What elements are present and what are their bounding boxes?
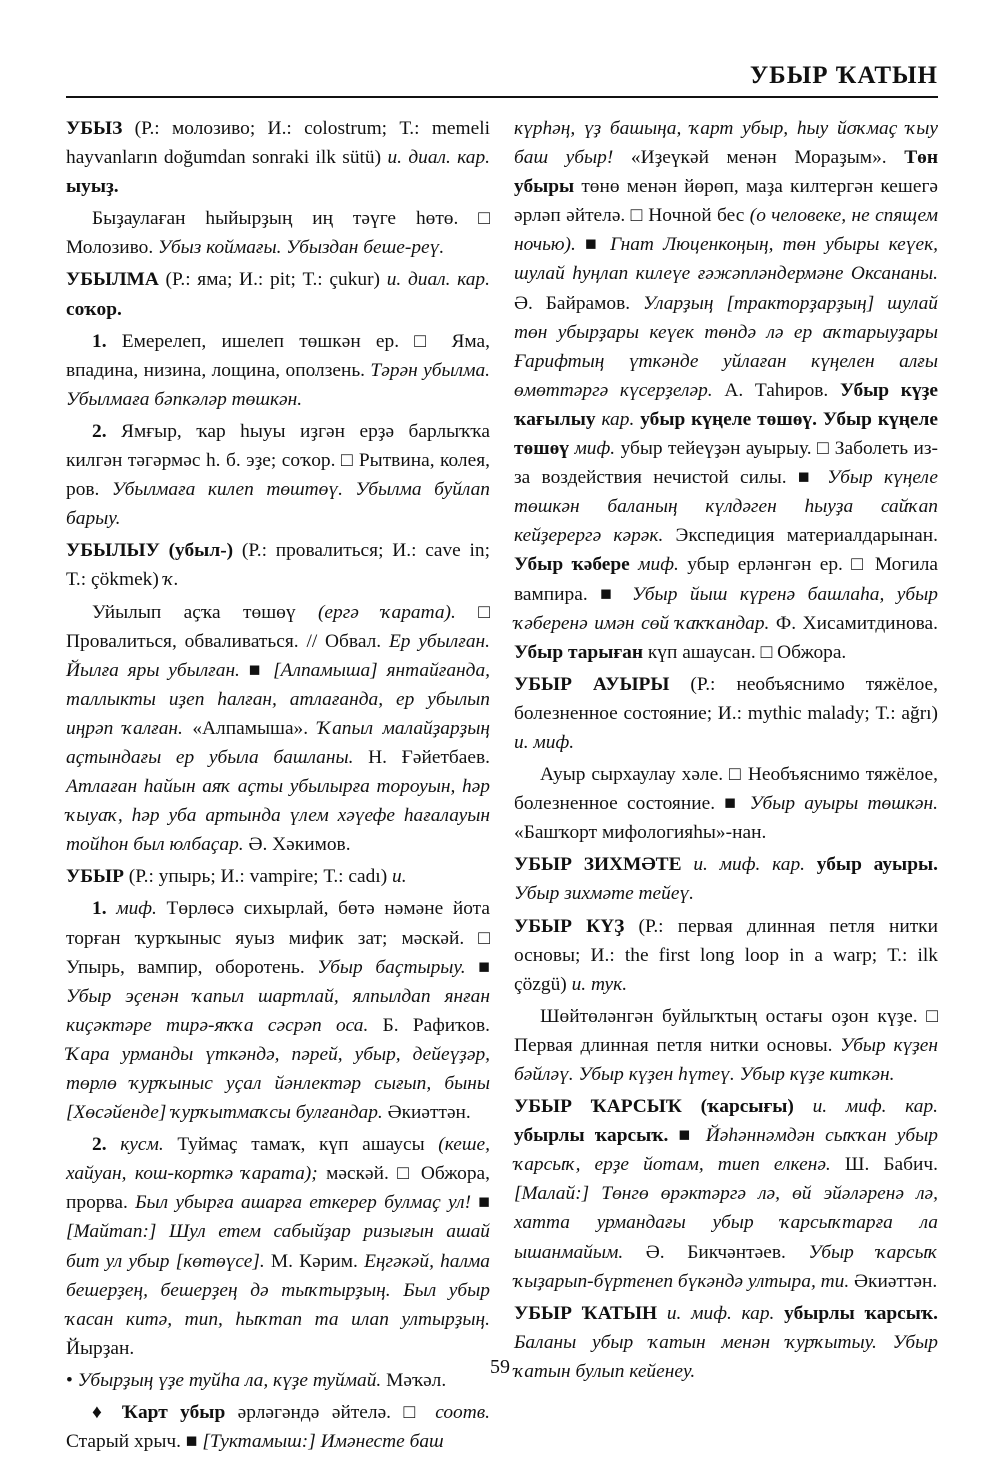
citation-marker: ■: [668, 1125, 706, 1147]
usage-example: Тәрән убылма. Убылмаға бәпкәләр төшкән.: [66, 359, 490, 410]
entry-ubyr-zihmete: [514, 850, 938, 908]
citation: Убыр эҫенән ҡапыл шартлай, ялпылдап янған киҫәктәре тирә-яҡҡа сәсрәп оса.: [66, 985, 490, 1036]
header-rule: [66, 96, 938, 98]
citation-marker: ■: [239, 659, 274, 681]
entry-text: (Р.: яма; И.: pit; Т.: çukur): [158, 269, 387, 291]
citation-source: Ә. Байрамов.: [514, 292, 643, 314]
entry-ubylyu: [66, 536, 490, 594]
definition-text: убыр ерләнгән ер. □ Могила вампира. ■: [514, 554, 938, 605]
left-column: [66, 114, 490, 1459]
citation-source: «Алпамыша».: [182, 717, 318, 739]
right-column: [514, 114, 938, 1389]
sense-1: [66, 327, 490, 414]
citation: [Алпамыша] янтайғанда, таллыкты иҙеп һалған, атлағанда, ер убылып иңрәп ҡалған.: [66, 659, 490, 739]
sense-2: [66, 417, 490, 533]
sense-number: 2.: [92, 1134, 107, 1156]
definition-text: Төрлөсә сихырлай, бөтә нәмәне йота торған ҡурҡыныс яуыз мифик зат; мәскәй. □ Упырь, вампир, оборотень.: [66, 898, 490, 978]
usage-example: Ер убылған. Йылға яры убылған.: [66, 630, 490, 681]
entry-text: (Р.: провалиться; И.: cave in; Т.: çökmek): [66, 540, 491, 591]
grammar-label: и. тук.: [571, 973, 628, 995]
entry-text: (Р.: молозиво; И.: colostrum; Т.: memeli hayvanların doğumdan sonraki ilk sütü): [66, 118, 490, 169]
sense-2: [66, 1130, 490, 1363]
grammar-label: и. диал. кар.: [386, 269, 490, 291]
headword: УБЫЛМА: [66, 269, 159, 291]
idiom-phrase: Төн убыры: [514, 147, 938, 198]
grammar-label: и.: [392, 866, 407, 888]
citation: Уларҙың [тракторҙарҙың] шулай төн убырҙары кеүек төндә лә ер аҡтарыуҙары Ғарифтың үткәнде уйлаған күңелен алғы өмөттәргә күсерҙеләр.: [514, 292, 939, 401]
citation: Ҡара урманды үткәндә, пәрей, убыр, дейеүҙәр, төрлө ҡурҡыныс уҫал йәнлектәр сығып, быны [Хөсәйенде] ҡурҡытмаҡсы булғандар.: [66, 1043, 490, 1124]
grammar-label: и. миф. кар.: [793, 1096, 938, 1118]
usage-example: Убылмаға килеп төштөү. Убылма буйлап барыу.: [66, 479, 490, 530]
citation-source: «Иҙеүкәй менән Мораҙым».: [613, 147, 905, 169]
entry-ubyr-auyry: [514, 670, 938, 757]
citation-source: Йырҙан.: [66, 1337, 135, 1359]
citation: Атлаған һайын аяҡ аҫты убылырға тороуын, һәр ҡыуаҡ, һәр уба артында үлем хәүефе һағалауын тойһон был юлбаҫар.: [66, 776, 490, 856]
grammar-label: кар.: [595, 408, 635, 430]
citation: Йәһәннәмдән сыҡҡан убыр ҡарсыҡ, ерҙе йотам, тиеп елкенә.: [514, 1125, 938, 1176]
citation-source: Б. Рафиҡов.: [368, 1014, 490, 1036]
grammar-label: и. диал. кар.: [387, 147, 490, 169]
definition-text: Ауыр сырхаулау хәле. □ Необъяснимо тяжёлое, болезненное состояние. ■: [514, 764, 938, 815]
citation: [Малай:] Төнгө өрәктәргә лә, өй эйәләренә лә, хатта урмандағы убыр ҡарсыҡтарға ла ышанмайым.: [514, 1183, 938, 1263]
citation-source: Мәҡәл.: [381, 1369, 447, 1391]
headword: УБЫР КҮҘ: [514, 915, 625, 937]
definition: [66, 598, 490, 860]
citation: Ҡапыл малайҙарҙың аҫтындағы ер убыла башланы.: [66, 717, 490, 768]
sense-number: 2.: [92, 420, 107, 442]
translation: Старый хрыч. ■: [66, 1431, 203, 1453]
entry-ubyr-karsyk: [514, 1092, 938, 1296]
definition-text: әрләгәндә әйтелә. □: [225, 1402, 436, 1424]
grammar-label: миф.: [106, 898, 157, 920]
definition-text: төнө менән йөрөп, маҙа килтергән кешегә әрләп әйтелә. □ Ночной бес: [514, 176, 938, 227]
cross-reference: соҡор.: [66, 298, 122, 320]
grammar-label: соотв.: [435, 1402, 490, 1424]
headword: УБЫР АУЫРЫ: [514, 673, 670, 695]
citation-source: Экспедиция материалдарынан.: [663, 525, 938, 547]
usage-example: Убыр зихмәте тейеү.: [514, 883, 694, 905]
definition-text: Уйылып аҫҡа төшөү: [92, 601, 318, 623]
cross-reference: убырлы ҡарсыҡ.: [514, 1125, 669, 1147]
headword: УБЫР ЗИХМӘТЕ: [514, 854, 682, 876]
entry-ubyr: [66, 862, 490, 891]
definition-text: Шөйтөләнгән буйлыҡтың остағы оҙон күҙе. □ Первая длинная петля нитки основы.: [514, 1005, 938, 1056]
citation-source: Н. Ғәйетбаев.: [353, 746, 490, 768]
headword: УБЫЛЫУ: [66, 540, 160, 562]
usage-example: Убыр күҙен бәйләү. Убыр күҙен һүтеү. Убыр күҙе киткән.: [514, 1034, 938, 1085]
proverb-text: Убырҙың үҙе туйһа ла, күҙе туймай.: [77, 1369, 382, 1391]
usage-example: Был убырға ашарға еткерep булмаҫ ул!: [135, 1192, 472, 1214]
page-number: 59: [490, 1356, 510, 1378]
citation-source: Ш. Бабич.: [830, 1154, 939, 1176]
entry-text: (Р.: упырь; И.: vampire; Т.: cadı): [123, 866, 392, 888]
idiom-phrase: Убыр ҡәбере: [514, 554, 630, 576]
citation: [Туктамыш:] Имәнесте баш: [202, 1431, 444, 1453]
headword: УБЫР ҠАРСЫҠ: [514, 1096, 682, 1118]
definition: [514, 1002, 938, 1089]
cross-reference: ыуыҙ.: [66, 176, 119, 198]
cross-reference: убыр ауыры.: [816, 854, 938, 876]
citation-marker: ■: [471, 1192, 491, 1214]
citation: Убыр ауыры төшкән.: [749, 793, 938, 815]
citation: [Майтап:] Шул етем сабыйҙар ризығын ашай бит ул убыр [көтөүсе].: [66, 1221, 490, 1272]
entry-ubyr-kuz: [514, 912, 938, 999]
headword: УБЫР ҠАТЫН: [514, 1302, 658, 1324]
usage-note: (о человеке, не спящем ночью).: [514, 205, 938, 256]
definition-text: Емерелеп, ишелеп төшкән ер. □ Яма, впадина, низина, лощина, оползень.: [66, 330, 490, 381]
headword-stem: (убыл-): [159, 540, 234, 562]
grammar-label: миф.: [629, 554, 679, 576]
definition-text: күп ашаусан. □ Обжора.: [643, 641, 847, 663]
bullet: •: [66, 1369, 78, 1391]
citation-marker: ■: [575, 234, 611, 256]
headword: УБЫЗ: [66, 118, 123, 139]
entry-ubyz: [66, 114, 490, 201]
citation-source: М. Кәрим.: [264, 1250, 365, 1272]
usage-example: Убыз коймағы. Убыздан беше-реү.: [158, 237, 445, 259]
usage-note: (кеше, хайуан, кош-корткә ҡарата);: [66, 1134, 490, 1185]
citation-source: «Башҡорт мифологияһы»-нан.: [514, 822, 767, 844]
sense-number: 1.: [92, 330, 107, 352]
idiom-phrase: Убыр күҙе ҡағылыу: [514, 379, 939, 430]
definition: [514, 760, 938, 847]
usage-example: Баланы убыр ҡатын менән ҡурҡытыу. Убыр ҡатын булып кейенеу.: [514, 1331, 938, 1382]
citation-source: Ә. Хәкимов.: [243, 834, 351, 856]
cross-reference: убырлы ҡарсыҡ.: [784, 1302, 938, 1324]
citation-source: Ф. Хисамитдинова.: [769, 612, 938, 634]
grammar-label: миф.: [568, 438, 616, 460]
usage-note: (ергә ҡарата).: [317, 601, 456, 623]
idiom: [66, 1398, 490, 1456]
citation-source: Ә. Бикчәнтәев.: [623, 1241, 809, 1263]
headword: УБЫР: [66, 866, 124, 888]
citation: Гнат Люценкоңың, төн убыры кеүек, шулай һуңлап килеүе ғәжәпләндермәне Оксананы.: [514, 234, 938, 285]
citation-source: Әкиәттән.: [382, 1102, 471, 1124]
grammar-label: и. миф. кар.: [657, 1302, 775, 1324]
usage-example: Убыр баҫтырыу.: [317, 956, 466, 978]
definition-text: Быҙаулаған һыйырҙың иң тәүге һөтө. □ Молозиво.: [66, 208, 490, 259]
entry-text: (Р.: необъяснимо тяжёлое, болезненное состояние; И.: mythic malady; Т.: ağrı): [514, 673, 938, 724]
definition-text: Туймаҫ тамаҡ, күп ашаусы: [163, 1134, 439, 1156]
idiom-phrase: Убыр тарыған: [514, 641, 644, 663]
sense-number: 1.: [92, 898, 107, 920]
idiom-marker: ♦: [92, 1402, 122, 1424]
citation: Убыр йыш күренә башлаһа, убыр ҡәберенә имән сөй ҡаҡҡандар.: [514, 583, 938, 634]
translation: мәскәй. □ Обжора, прорва.: [66, 1163, 491, 1214]
sense-1: [66, 894, 490, 1127]
definition-text: Ямғыр, ҡар һыуы иҙгән ерҙә барлыҡҡа килгән тәгәрмәс һ. б. эҙе; соҡор. □ Рытвина, колея, ров.: [66, 420, 490, 501]
citation-source: Әкиәттән.: [849, 1270, 938, 1292]
citation: Убыр ҡарсыҡ ҡыҙарып-бүртенеп бүкәндә ултыра, ти.: [514, 1241, 938, 1292]
citation: Еңгәкәй, һалма бешерҙең, бешерҙең дә тыҡтырҙың. Был убыр ҡасан китә, тип, һыҡтап та илап ултырҙың.: [66, 1250, 490, 1330]
idiom-phrase: убыр күңеле төшөү. Убыр күңеле төшөү: [514, 408, 938, 460]
grammar-label: ҡ.: [163, 569, 179, 591]
entry-text: [774, 1303, 784, 1324]
citation-marker: ■: [465, 956, 490, 978]
grammar-label: и. миф.: [514, 731, 575, 753]
entry-text: [805, 854, 817, 875]
definition: [66, 204, 490, 262]
entry-ubylma: [66, 265, 490, 323]
citation: Убыр күңеле төшкән баланың күлдәген һыуҙа сайҡап кейҙерергә кәрәк.: [514, 467, 939, 547]
grammar-label: и. миф. кар.: [681, 854, 805, 876]
definition-text: убыр тейеүҙән ауырыу. □ Заболеть из-за воздействия нечистой силы. ■: [514, 438, 938, 489]
running-head: УБЫР ҠАТЫН: [749, 62, 938, 89]
citation: күрһәң, үҙ башыңа, ҡарт убыр, һыу йоҡмаҫ ҡыу баш убыр!: [514, 118, 938, 169]
citation-source: А. Таһиров.: [712, 379, 840, 401]
idiom-phrase: Ҡарт убыр: [121, 1402, 226, 1424]
translation: □ Провалиться, обваливаться. // Обвал.: [66, 601, 490, 652]
headword-stem: (ҡарсығы): [681, 1096, 794, 1118]
entry-text: (Р.: первая длинная петля нитки основы; И.: the first long loop in a warp; Т.: ilk çözgü): [514, 915, 938, 995]
grammar-label: кусм.: [106, 1134, 164, 1156]
idiom-continued: [514, 114, 938, 667]
